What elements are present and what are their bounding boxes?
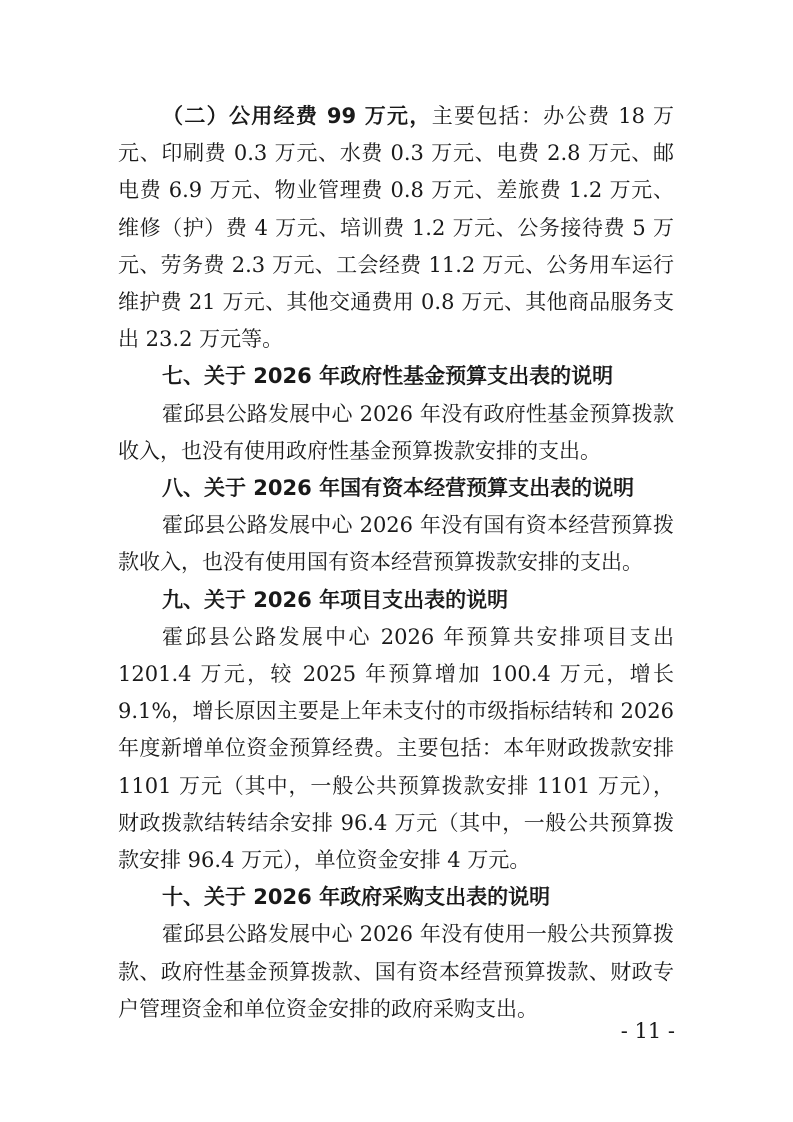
section-heading-7: 七、关于 2026 年政府性基金预算支出表的说明: [162, 364, 614, 389]
document-body: [118, 98, 674, 1028]
public-funds-text: 主要包括：办公费 18 万元、印刷费 0.3 万元、水费 0.3 万元、电费 2.8 万元、邮电费 6.9 万元、物业管理费 0.8 万元、差旅费 1.2 万元、维修（护）费 4 万元、培训费 1.2 万元、公务接待费 5 万元、劳务费 2.3 万元、工会经费 11.2 万元、公务用车运行维护费 21 万元、其他交通费用 0.8 万元、其他商品服务支出 23.2 万元等。: [118, 104, 674, 352]
section-paragraph-9: 霍邱县公路发展中心 2026 年预算共安排项目支出 1201.4 万元，较 2025 年预算增加 100.4 万元，增长 9.1%，增长原因主要是上年未支付的市级指标结转和 2026 年度新增单位资金预算经费。主要包括：本年财政拨款安排 1101 万元（其中，一般公共预算拨款安排 1101 万元），财政拨款结转结余安排 96.4 万元（其中，一般公共预算拨款安排 96.4 万元），单位资金安排 4 万元。: [118, 624, 674, 873]
section-heading-10: 十、关于 2026 年政府采购支出表的说明: [162, 885, 551, 910]
section-heading-9: 九、关于 2026 年项目支出表的说明: [162, 587, 509, 612]
section-paragraph-10: 霍邱县公路发展中心 2026 年没有使用一般公共预算拨款、政府性基金预算拨款、国有资本经营预算拨款、财政专户管理资金和单位资金安排的政府采购支出。: [118, 922, 674, 1021]
section-paragraph-7: 霍邱县公路发展中心 2026 年没有政府性基金预算拨款收入，也没有使用政府性基金预算拨款安排的支出。: [118, 401, 674, 463]
public-funds-lead: （二）公用经费 99 万元，: [162, 104, 432, 128]
section-paragraph-8: 霍邱县公路发展中心 2026 年没有国有资本经营预算拨款收入，也没有使用国有资本经营预算拨款安排的支出。: [118, 513, 674, 575]
section-heading-8: 八、关于 2026 年国有资本经营预算支出表的说明: [162, 476, 635, 501]
page-number: - 11 -: [620, 1019, 675, 1043]
public-funds-paragraph: [118, 98, 674, 358]
